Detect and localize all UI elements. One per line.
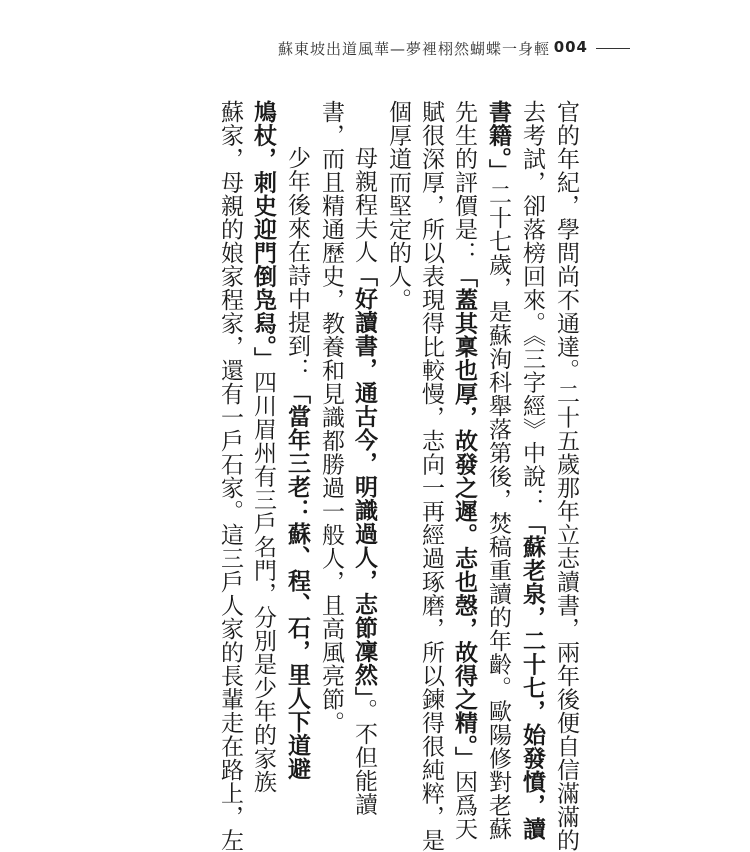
quoted-text: 「當年三老：蘇、程、石，里人下道避 (284, 381, 311, 781)
quoted-text: 鳩杖，刺史迎門倒凫舄。」 (250, 100, 277, 371)
quoted-text: 「蘇老泉，二十七，始發憤，讀 (519, 511, 546, 841)
body-segment: 蘇家，母親的娘家程家，還有一戶石家。這三戶人家的長輩走在路上，左 (217, 100, 243, 852)
text-column (515, 100, 549, 841)
text-column (549, 100, 582, 852)
header-title: 蘇東坡出道風華—夢裡栩然蝴蝶一身輕 (277, 40, 550, 58)
body-segment: 去考試，卻落榜回來。《三字經》中說： (519, 100, 545, 512)
body-segment: 少年後來在詩中提到： (284, 146, 310, 381)
text-column (280, 100, 314, 781)
body-segment: 個厚道而堅定的人。 (385, 100, 411, 312)
body-segment: 因爲天 (451, 770, 477, 841)
body-segment: 母親程夫人 (351, 146, 377, 264)
text-column (246, 100, 280, 794)
body-segment: 書，而且精通歷史，教養和見識都勝過一般人，且高風亮節。 (318, 100, 344, 735)
page-number: 004 (553, 38, 588, 56)
header-rule (596, 48, 630, 49)
running-header (0, 34, 750, 64)
quoted-text: 「好讀書，通古今，明識過人，志節凜然」 (351, 263, 378, 699)
body-segment: 賦很深厚，所以表現得比較慢，志向一再經過琢磨，所以鍊得很純粹，是 (418, 100, 444, 852)
text-column (314, 100, 347, 735)
text-column (481, 100, 515, 841)
body-segment: 四川眉州有三戶名門，分別是少年的家族 (250, 370, 276, 794)
body-segment: 先生的評價是： (451, 100, 477, 265)
body-segment: 二十七歲，是蘇洵科舉落第後，焚稿重讀的年齡。歐陽修對老蘇 (485, 182, 511, 841)
text-column (414, 100, 447, 852)
quoted-text: 「蓋其稟也厚，故發之遲。志也愨，故得之精。」 (451, 264, 478, 770)
text-column (347, 100, 381, 816)
body-segment: 官的年紀，學問尚不通達。二十五歲那年立志讀書，兩年後便自信滿滿的 (553, 100, 579, 852)
text-column (213, 100, 246, 852)
body-text (213, 100, 582, 852)
body-segment: 。不但能讀 (351, 698, 377, 816)
quoted-text: 書籍。」 (485, 100, 512, 183)
text-column (381, 100, 414, 690)
text-column (447, 100, 481, 841)
